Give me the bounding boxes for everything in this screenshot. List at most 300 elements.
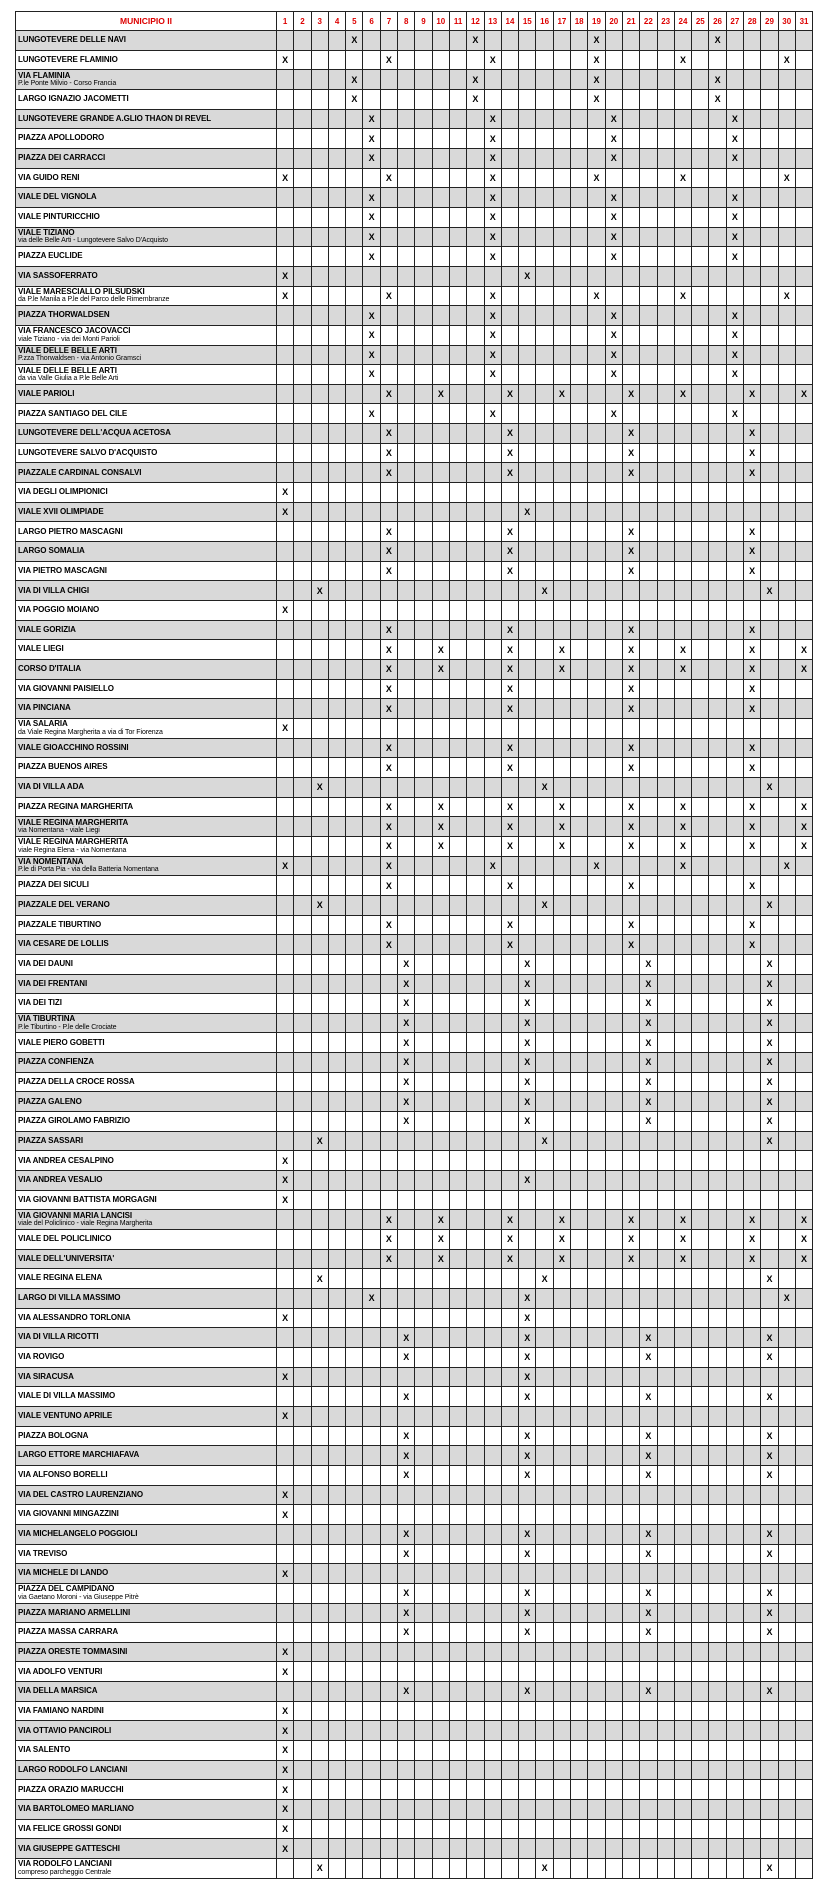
empty-day-cell: [571, 601, 588, 621]
empty-day-cell: [605, 777, 622, 797]
empty-day-cell: [467, 1839, 484, 1859]
empty-day-cell: [328, 247, 345, 267]
empty-day-cell: [484, 1465, 501, 1485]
empty-day-cell: [588, 1328, 605, 1348]
empty-day-cell: [761, 1662, 778, 1682]
empty-day-cell: [294, 365, 311, 385]
empty-day-cell: [363, 1190, 380, 1210]
empty-day-cell: [795, 1859, 812, 1879]
cleaning-mark: X: [744, 797, 761, 817]
empty-day-cell: [692, 1859, 709, 1879]
empty-day-cell: [744, 1701, 761, 1721]
empty-day-cell: [709, 915, 726, 935]
empty-day-cell: [484, 640, 501, 660]
table-row: [16, 70, 813, 90]
empty-day-cell: [398, 247, 415, 267]
empty-day-cell: [432, 994, 449, 1014]
empty-day-cell: [622, 1623, 639, 1643]
empty-day-cell: [398, 1839, 415, 1859]
cleaning-mark: X: [605, 129, 622, 149]
cleaning-mark: X: [605, 306, 622, 326]
empty-day-cell: [467, 1564, 484, 1584]
empty-day-cell: [588, 227, 605, 247]
empty-day-cell: [346, 620, 363, 640]
empty-day-cell: [744, 601, 761, 621]
empty-day-cell: [449, 542, 466, 562]
empty-day-cell: [311, 31, 328, 51]
empty-day-cell: [588, 443, 605, 463]
cleaning-mark: X: [277, 1190, 294, 1210]
street-name: PIAZZA REGINA MARGHERITA: [18, 801, 134, 811]
empty-day-cell: [778, 1741, 795, 1761]
empty-day-cell: [709, 1701, 726, 1721]
empty-day-cell: [536, 1053, 553, 1073]
empty-day-cell: [467, 443, 484, 463]
empty-day-cell: [432, 1642, 449, 1662]
empty-day-cell: [501, 1072, 518, 1092]
empty-day-cell: [484, 954, 501, 974]
empty-day-cell: [311, 1033, 328, 1053]
empty-day-cell: [553, 1859, 570, 1879]
empty-day-cell: [449, 286, 466, 306]
empty-day-cell: [363, 1033, 380, 1053]
empty-day-cell: [449, 266, 466, 286]
empty-day-cell: [692, 1839, 709, 1859]
empty-day-cell: [640, 365, 657, 385]
empty-day-cell: [674, 266, 691, 286]
empty-day-cell: [536, 1249, 553, 1269]
empty-day-cell: [795, 1013, 812, 1033]
empty-day-cell: [346, 679, 363, 699]
day-header: 4: [328, 12, 345, 31]
empty-day-cell: [571, 1131, 588, 1151]
empty-day-cell: [726, 443, 743, 463]
empty-day-cell: [640, 1171, 657, 1191]
empty-day-cell: [692, 1092, 709, 1112]
empty-day-cell: [571, 876, 588, 896]
empty-day-cell: [571, 1171, 588, 1191]
empty-day-cell: [277, 148, 294, 168]
empty-day-cell: [795, 443, 812, 463]
empty-day-cell: [432, 1524, 449, 1544]
empty-day-cell: [605, 463, 622, 483]
cleaning-mark: X: [553, 1210, 570, 1230]
empty-day-cell: [467, 1387, 484, 1407]
street-name-cell: [16, 404, 277, 424]
empty-day-cell: [744, 1819, 761, 1839]
street-name-cell: [16, 758, 277, 778]
cleaning-mark: X: [363, 109, 380, 129]
empty-day-cell: [726, 561, 743, 581]
empty-day-cell: [467, 129, 484, 149]
empty-day-cell: [709, 443, 726, 463]
empty-day-cell: [778, 581, 795, 601]
table-row: [16, 620, 813, 640]
empty-day-cell: [277, 1347, 294, 1367]
table-row: [16, 1760, 813, 1780]
empty-day-cell: [674, 188, 691, 208]
cleaning-mark: X: [744, 384, 761, 404]
empty-day-cell: [657, 1741, 674, 1761]
empty-day-cell: [415, 1505, 432, 1525]
empty-day-cell: [553, 1446, 570, 1466]
empty-day-cell: [346, 1230, 363, 1250]
empty-day-cell: [449, 797, 466, 817]
empty-day-cell: [553, 1131, 570, 1151]
empty-day-cell: [605, 758, 622, 778]
empty-day-cell: [363, 1721, 380, 1741]
empty-day-cell: [467, 935, 484, 955]
empty-day-cell: [692, 1230, 709, 1250]
table-row: [16, 148, 813, 168]
empty-day-cell: [692, 1544, 709, 1564]
cleaning-mark: X: [778, 856, 795, 876]
empty-day-cell: [744, 777, 761, 797]
empty-day-cell: [692, 148, 709, 168]
empty-day-cell: [484, 1289, 501, 1309]
empty-day-cell: [519, 129, 536, 149]
street-name-cell: [16, 718, 277, 738]
table-row: [16, 542, 813, 562]
empty-day-cell: [571, 227, 588, 247]
empty-day-cell: [449, 1859, 466, 1879]
empty-day-cell: [294, 207, 311, 227]
empty-day-cell: [640, 148, 657, 168]
empty-day-cell: [795, 561, 812, 581]
empty-day-cell: [640, 1642, 657, 1662]
empty-day-cell: [449, 994, 466, 1014]
empty-day-cell: [380, 1544, 397, 1564]
cleaning-mark: X: [398, 974, 415, 994]
empty-day-cell: [363, 974, 380, 994]
empty-day-cell: [415, 1662, 432, 1682]
empty-day-cell: [622, 856, 639, 876]
empty-day-cell: [484, 581, 501, 601]
empty-day-cell: [484, 836, 501, 856]
cleaning-mark: X: [622, 817, 639, 837]
cleaning-mark: X: [380, 758, 397, 778]
empty-day-cell: [432, 168, 449, 188]
empty-day-cell: [449, 50, 466, 70]
empty-day-cell: [294, 1210, 311, 1230]
empty-day-cell: [588, 1171, 605, 1191]
street-segment: P.zza Thorwaldsen - via Antonio Gramsci: [18, 355, 142, 363]
empty-day-cell: [380, 1426, 397, 1446]
empty-day-cell: [363, 384, 380, 404]
empty-day-cell: [328, 522, 345, 542]
empty-day-cell: [709, 954, 726, 974]
cleaning-mark: X: [519, 1289, 536, 1309]
empty-day-cell: [501, 266, 518, 286]
empty-day-cell: [432, 876, 449, 896]
empty-day-cell: [519, 1819, 536, 1839]
empty-day-cell: [640, 660, 657, 680]
cleaning-mark: X: [674, 1230, 691, 1250]
empty-day-cell: [778, 1092, 795, 1112]
empty-day-cell: [380, 227, 397, 247]
cleaning-mark: X: [519, 1112, 536, 1132]
empty-day-cell: [346, 1780, 363, 1800]
cleaning-mark: X: [398, 1682, 415, 1702]
cleaning-mark: X: [519, 1426, 536, 1446]
empty-day-cell: [778, 876, 795, 896]
empty-day-cell: [328, 1269, 345, 1289]
empty-day-cell: [761, 1642, 778, 1662]
empty-day-cell: [363, 1347, 380, 1367]
empty-day-cell: [294, 915, 311, 935]
empty-day-cell: [536, 1112, 553, 1132]
empty-day-cell: [363, 522, 380, 542]
empty-day-cell: [467, 1426, 484, 1446]
empty-day-cell: [501, 1721, 518, 1741]
empty-day-cell: [571, 50, 588, 70]
empty-day-cell: [277, 1092, 294, 1112]
empty-day-cell: [449, 1780, 466, 1800]
empty-day-cell: [761, 384, 778, 404]
empty-day-cell: [294, 168, 311, 188]
empty-day-cell: [795, 404, 812, 424]
empty-day-cell: [484, 935, 501, 955]
empty-day-cell: [311, 89, 328, 109]
empty-day-cell: [363, 797, 380, 817]
street-segment: da via Valle Giulia a P.le Belle Arti: [18, 375, 119, 382]
empty-day-cell: [553, 758, 570, 778]
empty-day-cell: [588, 1033, 605, 1053]
cleaning-mark: X: [363, 1289, 380, 1309]
empty-day-cell: [709, 1328, 726, 1348]
cleaning-mark: X: [761, 1544, 778, 1564]
empty-day-cell: [536, 954, 553, 974]
empty-day-cell: [795, 1564, 812, 1584]
empty-day-cell: [346, 1662, 363, 1682]
empty-day-cell: [553, 1033, 570, 1053]
empty-day-cell: [605, 522, 622, 542]
empty-day-cell: [778, 1367, 795, 1387]
street-name-cell: [16, 542, 277, 562]
empty-day-cell: [294, 601, 311, 621]
empty-day-cell: [674, 129, 691, 149]
street-name-cell: [16, 1741, 277, 1761]
cleaning-mark: X: [484, 227, 501, 247]
empty-day-cell: [709, 306, 726, 326]
empty-day-cell: [294, 1171, 311, 1191]
empty-day-cell: [346, 1446, 363, 1466]
empty-day-cell: [380, 1741, 397, 1761]
empty-day-cell: [328, 738, 345, 758]
empty-day-cell: [484, 777, 501, 797]
empty-day-cell: [346, 1289, 363, 1309]
street-name: VIA ROVIGO: [18, 1352, 65, 1362]
empty-day-cell: [640, 31, 657, 51]
empty-day-cell: [432, 1780, 449, 1800]
empty-day-cell: [640, 522, 657, 542]
empty-day-cell: [588, 1092, 605, 1112]
empty-day-cell: [519, 168, 536, 188]
empty-day-cell: [744, 1131, 761, 1151]
empty-day-cell: [346, 404, 363, 424]
empty-day-cell: [501, 1485, 518, 1505]
empty-day-cell: [328, 915, 345, 935]
empty-day-cell: [519, 1190, 536, 1210]
table-row: [16, 1112, 813, 1132]
empty-day-cell: [605, 1328, 622, 1348]
empty-day-cell: [761, 1485, 778, 1505]
street-name-cell: [16, 207, 277, 227]
empty-day-cell: [467, 974, 484, 994]
empty-day-cell: [536, 1308, 553, 1328]
empty-day-cell: [467, 1190, 484, 1210]
empty-day-cell: [726, 522, 743, 542]
day-header: 24: [674, 12, 691, 31]
cleaning-mark: X: [501, 738, 518, 758]
empty-day-cell: [467, 1800, 484, 1820]
empty-day-cell: [467, 718, 484, 738]
empty-day-cell: [536, 148, 553, 168]
empty-day-cell: [380, 207, 397, 227]
empty-day-cell: [311, 620, 328, 640]
street-name: LUNGOTEVERE DELL'ACQUA ACETOSA: [18, 428, 171, 438]
empty-day-cell: [415, 1072, 432, 1092]
empty-day-cell: [605, 581, 622, 601]
empty-day-cell: [795, 1839, 812, 1859]
empty-day-cell: [415, 954, 432, 974]
empty-day-cell: [709, 1780, 726, 1800]
empty-day-cell: [588, 1642, 605, 1662]
street-name: VIALE XVII OLIMPIADE: [18, 506, 104, 516]
cleaning-mark: X: [484, 404, 501, 424]
street-name: VIA ANDREA CESALPINO: [18, 1155, 114, 1165]
cleaning-mark: X: [277, 266, 294, 286]
empty-day-cell: [744, 483, 761, 503]
street-name: PIAZZA BOLOGNA: [18, 1430, 89, 1440]
empty-day-cell: [605, 935, 622, 955]
empty-day-cell: [692, 70, 709, 90]
empty-day-cell: [588, 1367, 605, 1387]
empty-day-cell: [519, 424, 536, 444]
empty-day-cell: [588, 1800, 605, 1820]
empty-day-cell: [449, 1505, 466, 1525]
empty-day-cell: [519, 915, 536, 935]
cleaning-mark: X: [277, 1406, 294, 1426]
street-name-cell: [16, 1662, 277, 1682]
empty-day-cell: [519, 365, 536, 385]
street-name-cell: [16, 109, 277, 129]
cleaning-mark: X: [467, 89, 484, 109]
empty-day-cell: [744, 1367, 761, 1387]
empty-day-cell: [674, 935, 691, 955]
empty-day-cell: [640, 1230, 657, 1250]
empty-day-cell: [346, 384, 363, 404]
empty-day-cell: [692, 1053, 709, 1073]
empty-day-cell: [294, 895, 311, 915]
empty-day-cell: [311, 384, 328, 404]
empty-day-cell: [449, 1033, 466, 1053]
empty-day-cell: [692, 738, 709, 758]
empty-day-cell: [588, 1524, 605, 1544]
cleaning-mark: X: [795, 1249, 812, 1269]
empty-day-cell: [484, 1682, 501, 1702]
empty-day-cell: [363, 50, 380, 70]
empty-day-cell: [571, 561, 588, 581]
empty-day-cell: [778, 1505, 795, 1525]
empty-day-cell: [467, 325, 484, 345]
empty-day-cell: [415, 148, 432, 168]
empty-day-cell: [449, 1347, 466, 1367]
empty-day-cell: [467, 1662, 484, 1682]
empty-day-cell: [709, 836, 726, 856]
cleaning-mark: X: [398, 994, 415, 1014]
empty-day-cell: [294, 1544, 311, 1564]
street-name: PIAZZALE TIBURTINO: [18, 919, 102, 929]
empty-day-cell: [744, 1839, 761, 1859]
empty-day-cell: [467, 1092, 484, 1112]
empty-day-cell: [311, 1662, 328, 1682]
empty-day-cell: [415, 1446, 432, 1466]
empty-day-cell: [346, 109, 363, 129]
empty-day-cell: [415, 1328, 432, 1348]
empty-day-cell: [795, 1269, 812, 1289]
empty-day-cell: [484, 1446, 501, 1466]
empty-day-cell: [415, 1583, 432, 1603]
cleaning-mark: X: [484, 345, 501, 365]
street-name: VIA MICHELE DI LANDO: [18, 1568, 109, 1578]
empty-day-cell: [795, 345, 812, 365]
empty-day-cell: [692, 1190, 709, 1210]
street-name: VIALE REGINA MARGHERITA: [18, 837, 129, 847]
empty-day-cell: [363, 31, 380, 51]
empty-day-cell: [795, 1367, 812, 1387]
empty-day-cell: [692, 797, 709, 817]
empty-day-cell: [571, 994, 588, 1014]
empty-day-cell: [363, 699, 380, 719]
empty-day-cell: [432, 443, 449, 463]
empty-day-cell: [795, 856, 812, 876]
table-row: [16, 935, 813, 955]
empty-day-cell: [657, 1230, 674, 1250]
empty-day-cell: [657, 1780, 674, 1800]
empty-day-cell: [674, 620, 691, 640]
empty-day-cell: [795, 70, 812, 90]
empty-day-cell: [484, 443, 501, 463]
empty-day-cell: [657, 581, 674, 601]
empty-day-cell: [346, 1072, 363, 1092]
empty-day-cell: [432, 1859, 449, 1879]
cleaning-mark: X: [501, 620, 518, 640]
empty-day-cell: [571, 699, 588, 719]
empty-day-cell: [657, 974, 674, 994]
cleaning-mark: X: [277, 483, 294, 503]
empty-day-cell: [726, 1112, 743, 1132]
empty-day-cell: [484, 424, 501, 444]
empty-day-cell: [294, 660, 311, 680]
empty-day-cell: [432, 1328, 449, 1348]
empty-day-cell: [778, 1151, 795, 1171]
empty-day-cell: [346, 1760, 363, 1780]
cleaning-mark: X: [674, 1210, 691, 1230]
empty-day-cell: [571, 1269, 588, 1289]
empty-day-cell: [622, 1269, 639, 1289]
empty-day-cell: [657, 640, 674, 660]
empty-day-cell: [692, 660, 709, 680]
empty-day-cell: [432, 50, 449, 70]
cleaning-mark: X: [398, 1583, 415, 1603]
empty-day-cell: [761, 1839, 778, 1859]
empty-day-cell: [640, 895, 657, 915]
empty-day-cell: [294, 1308, 311, 1328]
street-name-cell: [16, 1446, 277, 1466]
cleaning-mark: X: [501, 1249, 518, 1269]
empty-day-cell: [311, 266, 328, 286]
